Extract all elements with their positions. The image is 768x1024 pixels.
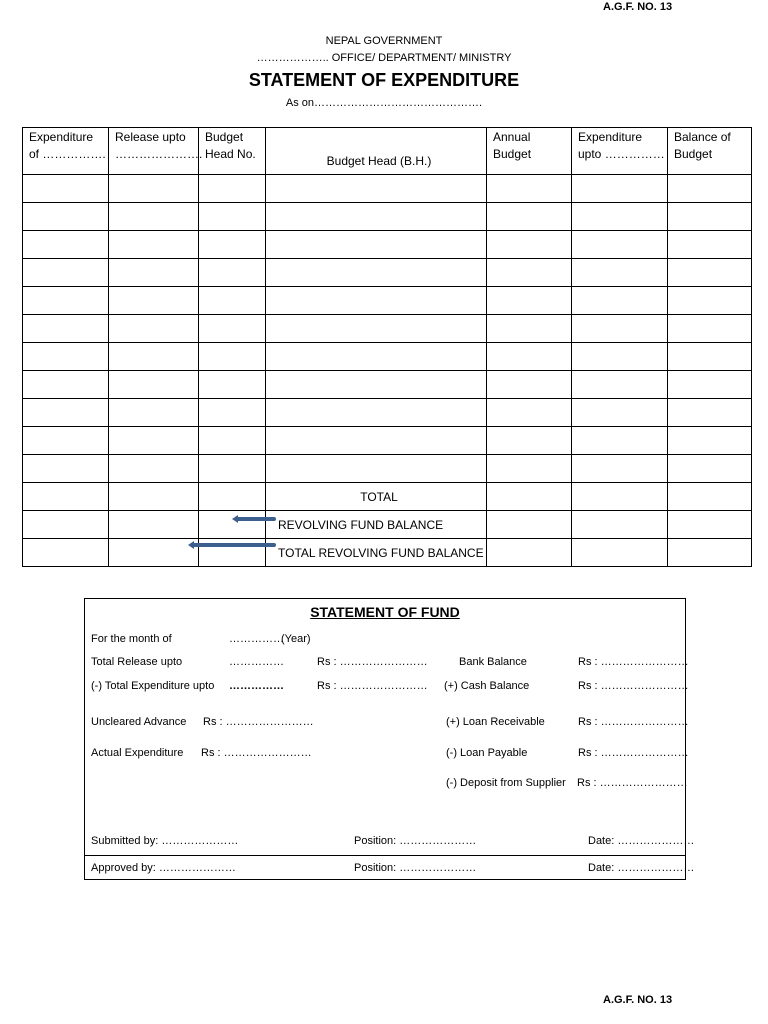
table-row [23,231,752,259]
table-cell[interactable] [23,511,109,539]
table-cell[interactable] [266,231,487,259]
table-cell[interactable] [266,427,487,455]
table-cell[interactable] [109,203,199,231]
table-cell[interactable] [266,315,487,343]
deposit-supplier-field[interactable]: Rs : …………………… [577,777,688,789]
column-header-balance: Balance of Budget [668,128,752,175]
table-cell[interactable] [109,343,199,371]
table-row [23,427,752,455]
statement-of-fund-box [84,598,695,880]
table-cell[interactable] [199,343,266,371]
table-row [23,259,752,287]
uncleared-advance-label: Uncleared Advance [91,716,187,728]
table-cell[interactable] [572,259,668,287]
table-row [23,175,752,203]
cash-balance-field[interactable]: Rs : …………………… [578,680,689,692]
table-cell[interactable] [487,315,572,343]
table-cell[interactable] [487,203,572,231]
year-label: (Year) [281,633,311,645]
table-cell[interactable] [23,175,109,203]
column-header-release: Release upto …………………. [109,128,199,175]
table-cell[interactable] [23,371,109,399]
table-cell[interactable] [668,455,752,483]
table-row [23,455,752,483]
approved-by-field[interactable]: Approved by: ………………… [91,862,236,874]
table-row [23,343,752,371]
table-row [23,203,752,231]
table-cell[interactable] [572,343,668,371]
table-cell[interactable] [572,483,668,511]
table-cell[interactable] [572,287,668,315]
table-cell[interactable] [668,259,752,287]
table-cell[interactable] [199,315,266,343]
table-cell[interactable] [487,287,572,315]
table-cell[interactable] [199,371,266,399]
form-number-top: A.G.F. NO. 13 [603,1,673,13]
table-cell[interactable] [266,175,487,203]
table-row [23,539,752,567]
total-expenditure-rs-field[interactable]: Rs : …………………… [317,680,428,692]
table-row [23,371,752,399]
table-cell[interactable] [668,343,752,371]
table-cell[interactable] [109,427,199,455]
table-cell[interactable] [668,399,752,427]
loan-payable-field[interactable]: Rs : …………………… [578,747,689,759]
table-cell[interactable] [23,483,109,511]
submitted-by-field[interactable]: Submitted by: ………………… [91,835,239,847]
cash-balance-label: (+) Cash Balance [444,680,530,692]
column-header-budget-head: Budget Head (B.H.) [266,128,487,175]
table-cell[interactable] [487,427,572,455]
table-cell[interactable] [487,455,572,483]
table-cell[interactable] [572,427,668,455]
table-row [23,483,752,511]
total-expenditure-field[interactable]: …………… [229,680,284,692]
table-cell[interactable] [668,483,752,511]
table-cell[interactable] [109,511,199,539]
table-cell[interactable] [109,483,199,511]
total-revolving-arrow-icon [192,543,276,547]
table-cell[interactable] [487,259,572,287]
table-cell[interactable] [266,399,487,427]
page-title: STATEMENT OF EXPENDITURE [248,70,520,90]
table-cell[interactable] [668,203,752,231]
form-number-bottom: A.G.F. NO. 13 [603,994,673,1006]
table-cell[interactable] [199,455,266,483]
column-header-expenditure: Expenditure of ……………. [23,128,109,175]
table-cell[interactable] [199,203,266,231]
table-cell[interactable] [572,539,668,567]
signature-divider [85,855,685,856]
actual-expenditure-label: Actual Expenditure [91,747,184,759]
table-cell[interactable] [109,231,199,259]
table-cell[interactable] [23,315,109,343]
table-cell[interactable] [668,539,752,567]
bank-balance-label: Bank Balance [459,656,527,668]
column-header-annual-budget: Annual Budget [487,128,572,175]
table-cell[interactable] [23,203,109,231]
table-cell[interactable] [199,483,266,511]
table-cell[interactable] [109,539,199,567]
total-release-field[interactable]: …………… [229,656,284,668]
table-cell[interactable] [266,343,487,371]
table-cell[interactable] [572,371,668,399]
table-cell[interactable] [109,175,199,203]
table-cell[interactable] [487,371,572,399]
table-cell[interactable] [668,511,752,539]
table-cell[interactable] [199,287,266,315]
expenditure-table [22,127,752,567]
table-row [23,315,752,343]
submit-date-field[interactable]: Date: ………………… [588,835,695,847]
table-cell[interactable] [572,175,668,203]
table-cell[interactable] [199,175,266,203]
loan-receivable-field[interactable]: Rs : …………………… [578,716,689,728]
table-cell[interactable] [668,287,752,315]
table-cell[interactable] [23,259,109,287]
approve-date-field[interactable]: Date: ………………… [588,862,695,874]
table-cell[interactable] [572,511,668,539]
table-cell[interactable] [109,315,199,343]
table-cell[interactable] [199,427,266,455]
table-cell[interactable] [109,287,199,315]
submitter-position-field[interactable]: Position: ………………… [354,835,477,847]
table-cell[interactable] [23,231,109,259]
table-cell[interactable] [266,371,487,399]
total-revolving-fund-label: TOTAL REVOLVING FUND BALANCE [266,539,487,567]
column-header-expenditure-upto: Expenditure upto …………… [572,128,668,175]
bank-balance-field[interactable]: Rs : …………………… [578,656,689,668]
table-cell[interactable] [668,371,752,399]
table-cell[interactable] [266,455,487,483]
total-release-rs-field[interactable]: Rs : …………………… [317,656,428,668]
revolving-arrow-icon [236,517,276,521]
table-cell[interactable] [572,455,668,483]
total-release-label: Total Release upto [91,656,183,668]
table-header-row [23,128,752,175]
table-cell[interactable] [199,399,266,427]
table-cell[interactable] [109,455,199,483]
table-cell[interactable] [266,203,487,231]
table-cell[interactable] [572,203,668,231]
table-cell[interactable] [487,539,572,567]
actual-expenditure-field[interactable]: Rs : …………………… [201,747,312,759]
table-cell[interactable] [266,287,487,315]
approver-position-field[interactable]: Position: ………………… [354,862,477,874]
table-cell[interactable] [572,399,668,427]
table-row [23,511,752,539]
table-cell[interactable] [23,539,109,567]
table-cell[interactable] [23,343,109,371]
deposit-supplier-label: (-) Deposit from Supplier [446,777,566,789]
table-cell[interactable] [668,427,752,455]
table-cell[interactable] [668,315,752,343]
table-row [23,287,752,315]
table-row [23,399,752,427]
total-label: TOTAL [266,483,487,511]
table-cell[interactable] [572,315,668,343]
table-cell[interactable] [487,231,572,259]
table-cell[interactable] [266,259,487,287]
table-cell[interactable] [199,231,266,259]
loan-receivable-label: (+) Loan Receivable [446,716,545,728]
table-cell[interactable] [487,399,572,427]
month-field[interactable]: …………… [229,633,284,645]
table-cell[interactable] [668,231,752,259]
as-on-line: As on………………………………………. [285,97,483,109]
table-cell[interactable] [572,231,668,259]
table-cell[interactable] [23,427,109,455]
table-cell[interactable] [487,483,572,511]
table-cell[interactable] [109,371,199,399]
uncleared-advance-field[interactable]: Rs : …………………… [203,716,314,728]
table-cell[interactable] [668,175,752,203]
total-expenditure-label: (-) Total Expenditure upto [91,680,215,692]
table-cell[interactable] [487,343,572,371]
revolving-fund-label: REVOLVING FUND BALANCE [266,511,487,539]
table-cell[interactable] [23,399,109,427]
table-cell[interactable] [109,399,199,427]
fund-title: STATEMENT OF FUND [310,604,460,620]
table-cell[interactable] [199,259,266,287]
column-header-budget-head-no: Budget Head No. [199,128,266,175]
month-label: For the month of [91,633,172,645]
government-name: NEPAL GOVERNMENT [325,35,443,47]
table-cell[interactable] [109,259,199,287]
table-cell[interactable] [23,287,109,315]
table-cell[interactable] [23,455,109,483]
table-cell[interactable] [487,175,572,203]
office-line: ……………….. OFFICE/ DEPARTMENT/ MINISTRY [256,52,512,64]
loan-payable-label: (-) Loan Payable [446,747,528,759]
table-cell[interactable] [487,511,572,539]
